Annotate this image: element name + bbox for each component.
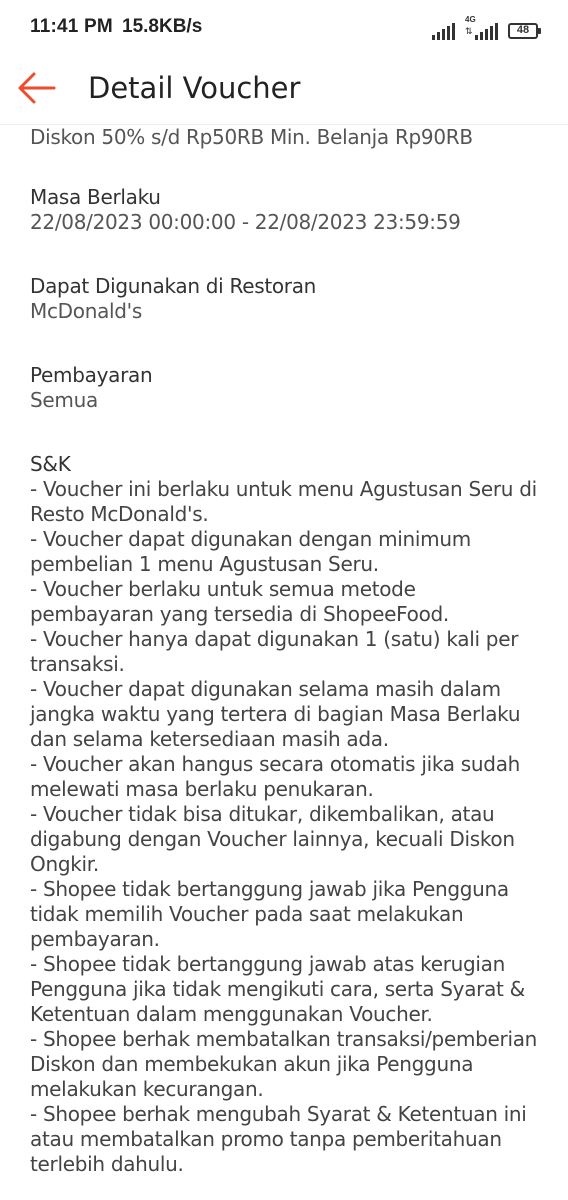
terms-line: - Voucher dapat digunakan dengan minimum — [30, 527, 471, 551]
terms-line: - Voucher ini berlaku untuk menu Agustusan Seru di — [30, 477, 537, 501]
terms-line: pembelian 1 menu Agustusan Seru. — [30, 552, 379, 576]
terms-line: atau membatalkan promo tanpa pemberitahuan — [30, 1127, 502, 1151]
app-bar — [0, 54, 568, 125]
validity-label: Masa Berlaku — [30, 185, 161, 209]
terms-line: - Shopee tidak bertanggung jawab jika Pengguna — [30, 877, 509, 901]
payment-value: Semua — [30, 388, 98, 412]
terms-line: - Shopee tidak bertanggung jawab atas kerugian — [30, 952, 505, 976]
terms-line: Ongkir. — [30, 852, 99, 876]
terms-section — [30, 452, 537, 1177]
arrow-left-icon — [14, 68, 58, 108]
battery-icon — [508, 23, 538, 39]
terms-list — [30, 477, 537, 1177]
terms-line: - Voucher berlaku untuk semua metode — [30, 577, 416, 601]
terms-line: Pengguna jika tidak mengikuti cara, serta Syarat & — [30, 977, 525, 1001]
restaurant-section — [30, 274, 316, 324]
terms-line: jangka waktu yang tertera di bagian Masa Berlaku — [30, 702, 521, 726]
terms-line: - Shopee berhak membatalkan transaksi/pemberian — [30, 1027, 538, 1051]
restaurant-value: McDonald's — [30, 299, 142, 323]
validity-value: 22/08/2023 00:00:00 - 22/08/2023 23:59:59 — [30, 210, 461, 234]
status-icons — [432, 14, 538, 40]
restaurant-label: Dapat Digunakan di Restoran — [30, 274, 317, 298]
payment-section — [30, 363, 152, 413]
terms-line: tidak memilih Voucher pada saat melakukan — [30, 902, 464, 926]
terms-line: - Voucher hanya dapat digunakan 1 (satu) kali per — [30, 627, 519, 651]
terms-line: Resto McDonald's. — [30, 502, 209, 526]
terms-line: Ketentuan dalam menggunakan Voucher. — [30, 1002, 433, 1026]
battery-level: 48 — [516, 24, 530, 36]
terms-line: terlebih dahulu. — [30, 1152, 184, 1176]
signal-icon — [432, 22, 455, 40]
terms-line: melakukan kecurangan. — [30, 1077, 264, 1101]
terms-line: - Voucher tidak bisa ditukar, dikembalikan, atau — [30, 802, 495, 826]
payment-label: Pembayaran — [30, 363, 153, 387]
terms-label: S&K — [30, 452, 71, 476]
network-type-label: 4G — [465, 15, 476, 24]
signal-4g-icon — [465, 15, 498, 40]
terms-line: - Voucher dapat digunakan selama masih dalam — [30, 677, 501, 701]
status-bar — [0, 0, 568, 54]
terms-line: - Voucher akan hangus secara otomatis jika sudah — [30, 752, 521, 776]
terms-line: transaksi. — [30, 652, 125, 676]
terms-line: pembayaran. — [30, 927, 160, 951]
terms-line: digabung dengan Voucher lainnya, kecuali Diskon — [30, 827, 515, 851]
terms-line: dan selama ketersediaan masih ada. — [30, 727, 389, 751]
data-arrows-icon: ⇅ — [465, 27, 473, 37]
terms-line: pembayaran yang tersedia di ShopeeFood. — [30, 602, 449, 626]
status-network-speed: 15.8KB/s — [122, 16, 203, 37]
terms-line: Diskon dan membekukan akun jika Pengguna — [30, 1052, 474, 1076]
back-button[interactable] — [14, 68, 58, 108]
terms-line: - Shopee berhak mengubah Syarat & Ketentuan ini — [30, 1102, 527, 1126]
page-title: Detail Voucher — [88, 71, 301, 105]
terms-line: melewati masa berlaku penukaran. — [30, 777, 374, 801]
voucher-discount-text: Diskon 50% s/d Rp50RB Min. Belanja Rp90RB — [30, 125, 473, 149]
status-time: 11:41 PM — [30, 16, 113, 37]
validity-section — [30, 185, 461, 235]
